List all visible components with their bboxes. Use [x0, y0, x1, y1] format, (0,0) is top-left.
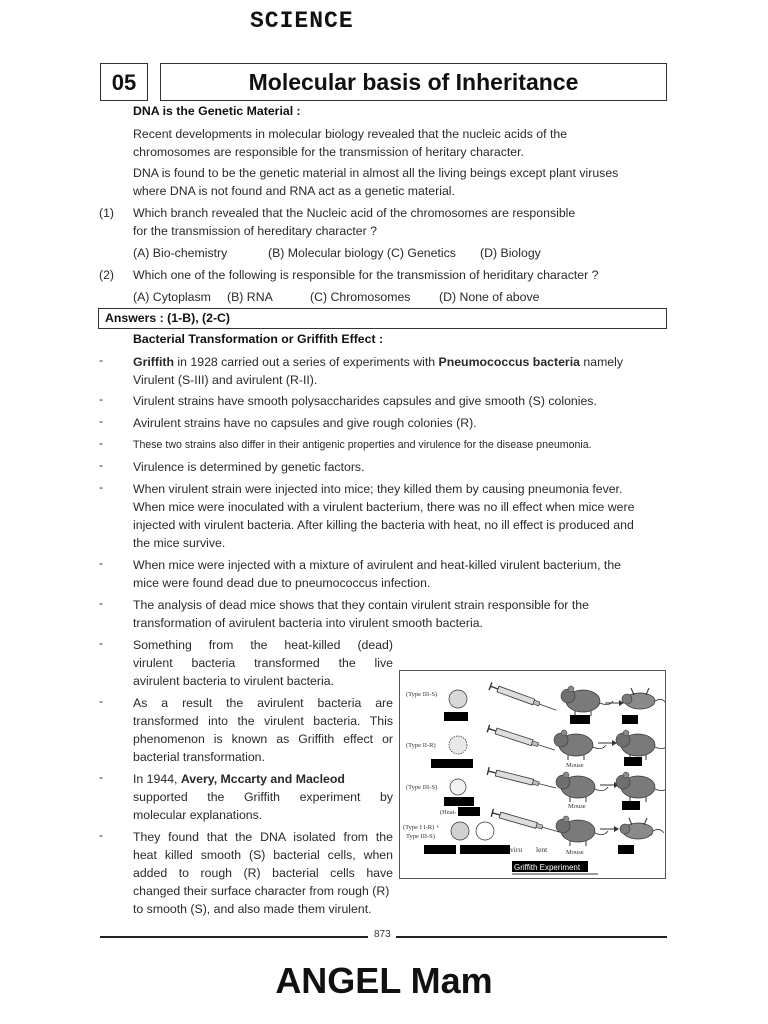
redacted-label — [424, 845, 456, 854]
question-number: (1) — [99, 206, 115, 220]
question-line: for the transmission of hereditary character ? — [133, 224, 377, 238]
syringe-icon — [487, 767, 557, 792]
option-d: (D) None of above — [439, 290, 540, 304]
row4-label: (Type I I-R) + — [403, 824, 440, 831]
question-number: (2) — [99, 268, 115, 282]
row2-label: (Type II-R) — [406, 742, 436, 749]
paragraph-line: Recent developments in molecular biology revealed that the nucleic acids of the — [133, 127, 568, 141]
virulent-label-a: viru — [510, 845, 523, 854]
bacteria-colony — [450, 779, 466, 795]
bullet-line: When virulent strain were injected into mice; they killed them by causing pneumonia fever. — [133, 482, 623, 496]
redacted-label — [622, 715, 638, 724]
section-heading-griffith: Bacterial Transformation or Griffith Effect : — [133, 332, 384, 346]
mouse-label: Mouse — [568, 803, 586, 810]
redacted-label — [622, 801, 640, 810]
bullet-line: The analysis of dead mice shows that they contain virulent strain responsible for the — [133, 598, 589, 612]
griffith-experiment-figure — [399, 670, 666, 879]
redacted-label — [618, 845, 634, 854]
bullet-dash: - — [99, 596, 104, 610]
mouse-label: Mouse — [566, 849, 584, 856]
figure-caption: Griffith Experiment — [514, 863, 581, 872]
row3-sub-label: (Heat- — [440, 809, 457, 816]
bullet-line: heat killed smooth (S) bacterial cells, when — [133, 848, 393, 862]
bullet-text: namely — [579, 355, 624, 369]
bullet-line: Avirulent strains have no capsules and give rough colonies (R). — [133, 416, 477, 430]
question-line: Which branch revealed that the Nucleic acid of the chromosomes are responsible — [133, 206, 576, 220]
redacted-label — [458, 807, 480, 816]
bullet-line: Virulent (S-III) and avirulent (R-II). — [133, 373, 318, 387]
bullet-line: transformation of avirulent bacteria into virulent smooth bacteria. — [133, 616, 483, 630]
bullet-line: These two strains also differ in their antigenic properties and virulence for the disease pneumonia. — [133, 439, 592, 451]
dead-mouse-icon — [622, 688, 665, 709]
bullet-text: In 1944, — [133, 772, 181, 786]
answers-box: Answers : (1-B), (2-C) — [98, 308, 667, 329]
mouse-icon — [556, 816, 608, 846]
page-number: 873 — [374, 929, 391, 940]
bullet-line: bacterial transformation. — [133, 750, 265, 764]
chapter-number: 05 — [100, 63, 148, 101]
bullet-dash: - — [99, 353, 104, 367]
option-b: (B) RNA — [227, 290, 273, 304]
syringe-icon — [487, 725, 556, 754]
row1-label: (Type III-S) — [406, 691, 438, 698]
bullet-line: changed their surface character from rough (R) — [133, 884, 390, 898]
bullet-line: added to rough (R) bacterial cells have — [133, 866, 393, 880]
bullet-dash: - — [99, 458, 104, 472]
griffith-figure-svg — [400, 671, 665, 878]
footer-divider-left — [100, 936, 368, 938]
row4-label: Type III-S) — [406, 833, 435, 840]
mouse-icon — [616, 730, 665, 760]
bullet-line: Virulent strains have smooth polysaccharides capsules and give smooth (S) colonies. — [133, 394, 597, 408]
bullet-dash: - — [99, 770, 104, 784]
option-a: (A) Cytoplasm — [133, 290, 211, 304]
arrow-icon — [600, 826, 619, 832]
paragraph-line: chromosomes are responsible for the transmission of heritary character. — [133, 145, 524, 159]
mouse-icon — [561, 686, 613, 716]
bullet-line: When mice were injected with a mixture of avirulent and heat-killed virulent bacterium, the — [133, 558, 622, 572]
bullet-line: supported the Griffith experiment by — [133, 790, 393, 804]
bullet-line: Virulence is determined by genetic factors. — [133, 460, 365, 474]
bullet-line: mice were found dead due to pneumococcus infection. — [133, 576, 431, 590]
mouse-icon — [616, 772, 665, 802]
bullet-dash: - — [99, 556, 104, 570]
bullet-line: to smooth (S), and also made them virulent. — [133, 902, 372, 916]
option-b-c: (B) Molecular biology (C) Genetics — [268, 246, 456, 260]
question-line: Which one of the following is responsible for the transmission of heriditary character ? — [133, 268, 599, 282]
option-d: (D) Biology — [480, 246, 541, 260]
bullet-line: They found that the DNA isolated from the — [133, 830, 393, 844]
bullet-dash: - — [99, 392, 104, 406]
bullet-dash: - — [99, 414, 104, 428]
bullet-line: avirulent bacteria to virulent bacteria. — [133, 674, 334, 688]
bullet-line: injected with virulent bacteria. After killing the bacteria with heat, no ill effect is produced and — [133, 518, 634, 532]
dead-mouse-icon — [620, 818, 664, 839]
mouse-icon — [556, 772, 608, 802]
chapter-title: Molecular basis of Inheritance — [160, 63, 667, 101]
bacteria-colony — [449, 736, 467, 754]
arrow-icon — [605, 700, 624, 706]
bullet-line: Something from the heat-killed (dead) — [133, 638, 393, 652]
arrow-icon — [598, 740, 617, 746]
redacted-label — [624, 757, 642, 766]
redacted-label — [444, 712, 468, 721]
bullet-line — [133, 353, 623, 371]
mouse-icon — [554, 730, 606, 760]
option-a: (A) Bio-chemistry — [133, 246, 228, 260]
bullet-line — [133, 770, 393, 788]
paragraph-line: DNA is found to be the genetic material in almost all the living beings except plant viruses — [133, 166, 619, 180]
syringe-icon — [489, 683, 558, 714]
bullet-text: in 1928 carried out a series of experiments with — [173, 355, 439, 369]
redacted-label — [570, 715, 590, 724]
virulent-label-b: lent — [536, 845, 548, 854]
bullet-dash: - — [99, 636, 104, 650]
footer-divider-right — [396, 936, 667, 938]
option-c: (C) Chromosomes — [310, 290, 411, 304]
bacteria-colony — [449, 690, 467, 708]
bold-term: Avery, Mccarty and Macleod — [180, 772, 345, 786]
row3-label: (Type III-S) — [406, 784, 438, 791]
redacted-label — [460, 845, 510, 854]
bacteria-colony — [451, 822, 469, 840]
mouse-label: Mouse — [566, 762, 584, 769]
bullet-line: the mice survive. — [133, 536, 226, 550]
bold-term: Griffith — [133, 355, 174, 369]
bullet-dash: - — [99, 828, 104, 842]
bullet-line: virulent bacteria transformed the live — [133, 656, 393, 670]
brand-name: ANGEL Mam — [275, 960, 493, 1001]
paragraph-line: where DNA is not found and RNA act as a genetic material. — [133, 184, 455, 198]
bullet-line: As a result the avirulent bacteria are — [133, 696, 393, 710]
bullet-line: When mice were inoculated with a virulent bacterium, there was no ill effect when mice were — [133, 500, 635, 514]
redacted-label — [444, 797, 474, 806]
bullet-dash: - — [99, 436, 104, 450]
redacted-label — [431, 759, 473, 768]
subject-title: SCIENCE — [250, 8, 354, 34]
bacteria-colony — [476, 822, 494, 840]
section-heading-dna: DNA is the Genetic Material : — [133, 104, 301, 118]
bullet-dash: - — [99, 694, 104, 708]
syringe-icon — [491, 809, 560, 836]
bullet-line: molecular explanations. — [133, 808, 263, 822]
bullet-line: phenomenon is known as Griffith effect or — [133, 732, 393, 746]
bullet-line: transformed into the virulent bacteria. This — [133, 714, 393, 728]
bold-term: Pneumococcus bacteria — [438, 355, 580, 369]
bullet-dash: - — [99, 480, 104, 494]
